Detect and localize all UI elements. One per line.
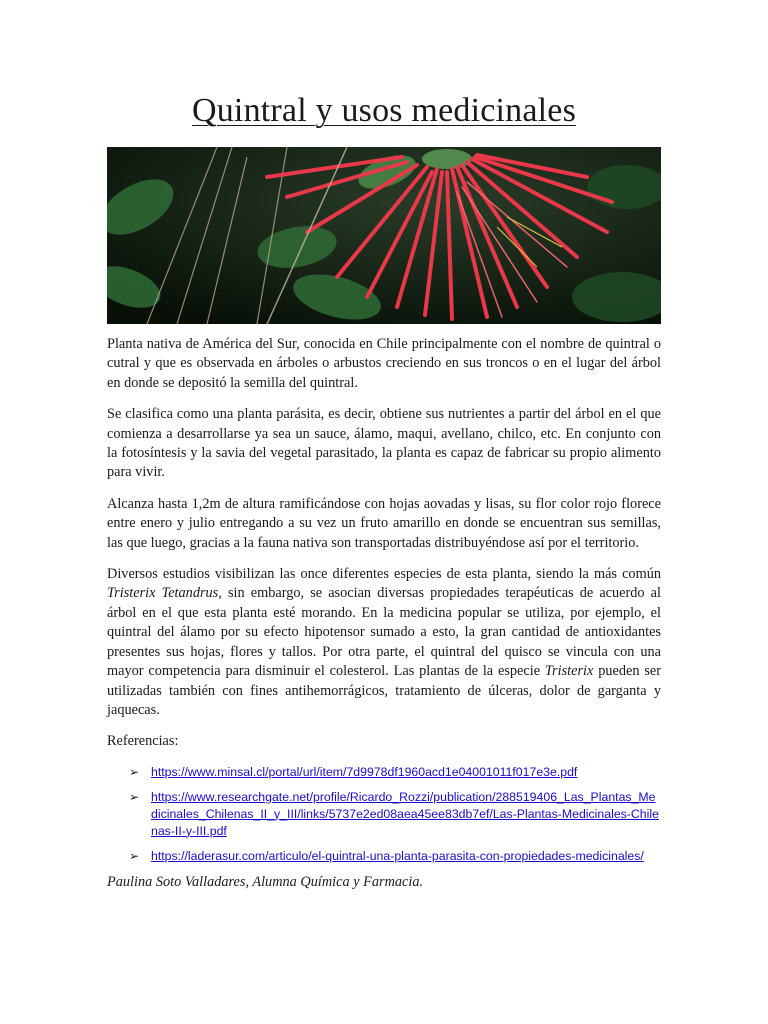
species-name: Tristerix Tetandrus xyxy=(107,585,219,602)
references-heading: Referencias: xyxy=(107,733,179,750)
reference-item xyxy=(107,848,661,865)
arrow-bullet-icon: ➢ xyxy=(129,789,140,804)
author-signature: Paulina Soto Valladares, Alumna Química y Farmacia. xyxy=(107,873,424,890)
paragraph-description: Alcanza hasta 1,2m de altura ramificándose con hojas aovadas y lisas, su flor color rojo florece entre enero y julio entregando a su vez un fruto amarillo en donde se encuentran sus semillas, las que luego, gracias a la fauna nativa son transportadas distribuyéndose así por el territorio. xyxy=(107,495,661,551)
species-genus: Tristerix xyxy=(544,663,594,680)
article-body xyxy=(107,335,661,904)
quintral-flower-illustration xyxy=(107,147,661,324)
reference-link-laderasur[interactable]: https://laderasur.com/articulo/el-quintral-una-planta-parasita-con-propiedades-medicinales/ xyxy=(151,848,644,863)
paragraph-medicinal-uses xyxy=(107,565,661,720)
p4-part-c: pueden ser utilizadas también con fines antihemorrágicos, tratamiento de úlceras, dolor de garganta y jaquecas. xyxy=(107,663,661,718)
quintral-flower-photo xyxy=(107,147,661,324)
paragraph-classification: Se clasifica como una planta parásita, es decir, obtiene sus nutrientes a partir del árbol en el que comienza a desarrollarse ya sea un sauce, álamo, maqui, avellano, chilco, etc. En conjunto con la fotosíntesis y la savia del vegetal parasitado, la planta es capaz de fabricar su propio alimento para vivir. xyxy=(107,406,661,481)
reference-item xyxy=(107,764,661,781)
reference-link-researchgate[interactable]: https://www.researchgate.net/profile/Ricardo_Rozzi/publication/288519406_Las_Plantas_Medicinales_Chilenas_II_y_III/links/5737e2ed08aea45ee83db7ef/Las-Plantas-Medicinales-Chilenas-II-y-III.pdf xyxy=(151,789,659,838)
p4-part-a: Diversos estudios visibilizan las once diferentes especies de esta planta, siendo la más común xyxy=(107,566,661,583)
arrow-bullet-icon: ➢ xyxy=(129,764,140,779)
arrow-bullet-icon: ➢ xyxy=(129,848,140,863)
page-title: Quintral y usos medicinales xyxy=(191,92,577,129)
p4-part-b: , sin embargo, se asocian diversas propiedades terapéuticas de acuerdo al árbol en el que esta planta esté morando. En la medicina popular se utiliza, por ejemplo, el quintral del álamo por su efecto hipotensor sumado a esto, la gran cantidad de antioxidantes presentes sus hojas, flores y tallos. Por otra parte, el quintral del quisco se vincula con una mayor competencia para disminuir el colesterol. Las plantas de la especie xyxy=(107,585,661,680)
references-list xyxy=(107,764,661,865)
reference-link-minsal[interactable]: https://www.minsal.cl/portal/url/item/7d9978df1960acd1e04001011f017e3e.pdf xyxy=(151,764,578,779)
reference-item xyxy=(107,789,661,840)
paragraph-intro: Planta nativa de América del Sur, conocida en Chile principalmente con el nombre de quintral o cutral y que es observada en árboles o arbustos creciendo en sus troncos o en el lugar del árbol en donde se depositó la semilla del quintral. xyxy=(107,336,661,391)
